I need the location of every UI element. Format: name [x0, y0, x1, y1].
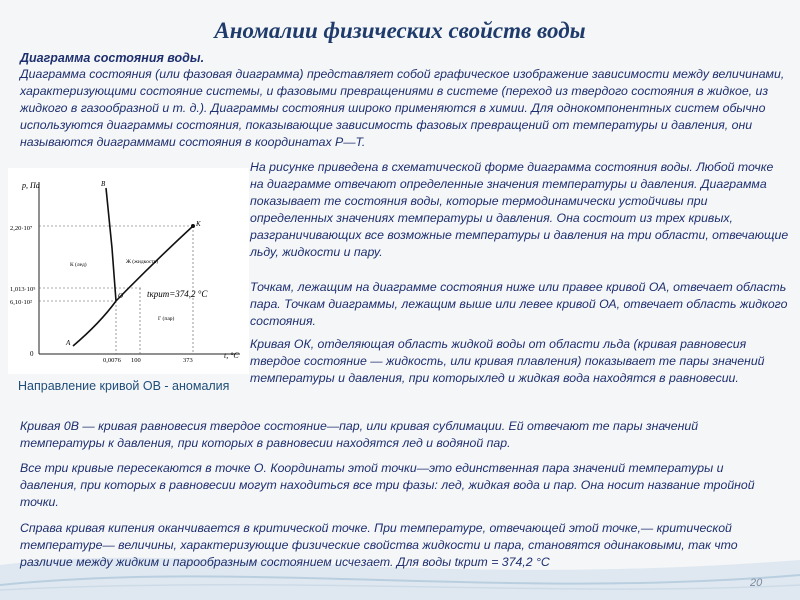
- curve-oa: [73, 301, 116, 346]
- paragraph-7: Справа кривая кипения оканчивается в критической точке. При температуре, отвечающей этой точке,— критической температуре— величины, характеризующие физические свойства жидкости и пара, становятся одинаковыми, так что различие между жидким и парообразным состоянием исчезает. Для воды tкрит = 374,2 °С: [20, 521, 738, 569]
- point-a-label: A: [66, 339, 71, 347]
- y-tick-1: 2,20·10⁷: [10, 225, 33, 232]
- region-ice-label: К (лед): [70, 262, 87, 268]
- y-tick-4: 0: [30, 350, 34, 358]
- phase-diagram: [8, 168, 249, 374]
- slide-title: Аномалии физических свойств воды: [214, 18, 586, 43]
- paragraph-4: Кривая ОК, отделяющая область жидкой воды от области льда (кривая равновесия твердое состояние — жидкость, или кривая плавления) показывает те пары значений температуры и давления, при которыхлед и жидкая вода находятся в равновесии.: [250, 337, 765, 385]
- y-tick-2: 1,013·10⁵: [10, 286, 36, 293]
- x-tick-1: 0,0076: [103, 357, 121, 364]
- diagram-caption: Направление кривой ОВ - аномалия: [18, 379, 230, 393]
- region-vapor-label: Г (пар): [158, 316, 175, 322]
- x-tick-3: 373: [183, 357, 193, 364]
- x-tick-2: 100: [131, 357, 141, 364]
- y-axis-label: p, Па: [22, 181, 40, 190]
- y-tick-3: 6,10·10²: [10, 299, 32, 306]
- paragraph-2: На рисунке приведена в схематической форме диаграмма состояния воды. Любой точке на диаграмме отвечают определенные значения температуры и давления. Диаграмма показывает те состояния воды, которые термодинамически устойчивы при определенных значениях температуры и давления. Она состоит из трех кривых, разграничивающих все возможные температуры и давления на три области, отвечающие льду, жидкости и пару.: [250, 160, 789, 259]
- curve-ob: [106, 188, 116, 301]
- paragraph-5: Кривая 0В — кривая равновесия твердое состояние—пар, или кривая сублимации. Ей отвечают те пары значений температуры к давления, при которых в равновесии находятся лед и водяной пар.: [20, 419, 699, 450]
- critical-temp-label: tкрит=374,2 °С: [147, 289, 208, 299]
- paragraph-6: Все три кривые пересекаются в точке О. Координаты этой точки—это единственная пара значений температуры и давления, при которых в равновесии могут находиться все три фазы: лед, жидкая вода и пар. Она носит название тройной точки.: [20, 461, 755, 509]
- paragraph-3: Точкам, лежащим на диаграмме состояния ниже или правее кривой ОА, отвечает область пара. Точкам диаграммы, лежащим выше или левее кривой ОА, отвечает область жидкого состояния.: [250, 280, 788, 328]
- point-o-label: O: [118, 292, 124, 300]
- critical-point: [191, 224, 195, 228]
- region-liquid-label: Ж (жидкость): [126, 259, 159, 265]
- page-number: 20: [750, 577, 763, 589]
- intro-paragraph: Диаграмма состояния (или фазовая диаграмма) представляет собой графическое изображение зависимости между величинами, характеризующими состояние системы, и фазовыми превращениями в системе (переход из твердого состояния в жидкое, из жидкого в газообразной и т. д.). Диаграммы состояния широко применяются в химии. Для однокомпонентных систем обычно используются диаграммы состояния, показывающие зависимость фазовых превращений от температуры и давления, они называются диаграммами состояния в координатах P—T.: [20, 67, 785, 149]
- point-b-label: B: [101, 180, 106, 188]
- x-axis-label: t, °C: [224, 351, 239, 360]
- point-k-label: K: [196, 220, 201, 228]
- section-subtitle: Диаграмма состояния воды.: [20, 51, 205, 65]
